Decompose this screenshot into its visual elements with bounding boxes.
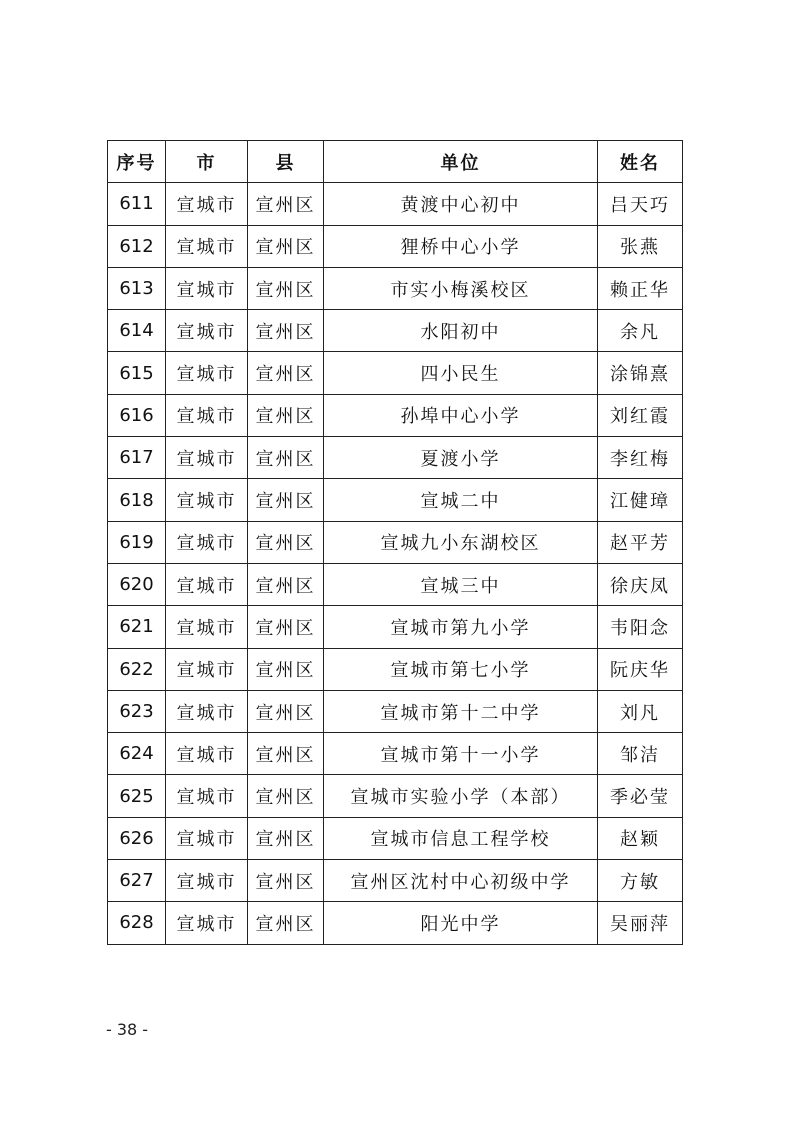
table-row [108, 225, 683, 267]
cell-county: 宣州区 [248, 394, 324, 436]
cell-county: 宣州区 [248, 310, 324, 352]
cell-unit: 宣城市实验小学（本部） [324, 775, 598, 817]
cell-name: 涂锦熹 [598, 352, 683, 394]
table-row [108, 563, 683, 605]
cell-county: 宣州区 [248, 183, 324, 225]
table-row [108, 860, 683, 902]
cell-index: 621 [108, 606, 166, 648]
cell-index: 623 [108, 690, 166, 732]
cell-name: 刘红霞 [598, 394, 683, 436]
cell-county: 宣州区 [248, 860, 324, 902]
cell-city: 宣城市 [166, 690, 248, 732]
cell-unit: 阳光中学 [324, 902, 598, 944]
cell-name: 阮庆华 [598, 648, 683, 690]
cell-city: 宣城市 [166, 352, 248, 394]
cell-county: 宣州区 [248, 606, 324, 648]
page-number: - 38 - [106, 1020, 149, 1039]
table-row [108, 394, 683, 436]
cell-index: 616 [108, 394, 166, 436]
table-row [108, 183, 683, 225]
cell-unit: 宣城三中 [324, 563, 598, 605]
cell-unit: 狸桥中心小学 [324, 225, 598, 267]
cell-county: 宣州区 [248, 437, 324, 479]
cell-unit: 夏渡小学 [324, 437, 598, 479]
cell-name: 韦阳念 [598, 606, 683, 648]
header-index: 序号 [108, 141, 166, 183]
cell-city: 宣城市 [166, 521, 248, 563]
table-row [108, 352, 683, 394]
cell-index: 624 [108, 733, 166, 775]
cell-unit: 宣城市第七小学 [324, 648, 598, 690]
cell-unit: 宣城二中 [324, 479, 598, 521]
table-row [108, 817, 683, 859]
cell-index: 620 [108, 563, 166, 605]
cell-city: 宣城市 [166, 267, 248, 309]
cell-unit: 宣城市第十二中学 [324, 690, 598, 732]
cell-city: 宣城市 [166, 902, 248, 944]
table-row [108, 733, 683, 775]
cell-unit: 市实小梅溪校区 [324, 267, 598, 309]
cell-unit: 宣州区沈村中心初级中学 [324, 860, 598, 902]
table-row [108, 690, 683, 732]
cell-unit: 水阳初中 [324, 310, 598, 352]
cell-county: 宣州区 [248, 225, 324, 267]
cell-name: 江健璋 [598, 479, 683, 521]
cell-unit: 宣城市第十一小学 [324, 733, 598, 775]
table-row [108, 267, 683, 309]
cell-city: 宣城市 [166, 183, 248, 225]
cell-name: 赖正华 [598, 267, 683, 309]
header-name: 姓名 [598, 141, 683, 183]
table-row [108, 775, 683, 817]
table-row [108, 902, 683, 944]
table-row [108, 310, 683, 352]
cell-name: 方敏 [598, 860, 683, 902]
header-county: 县 [248, 141, 324, 183]
cell-city: 宣城市 [166, 225, 248, 267]
cell-county: 宣州区 [248, 648, 324, 690]
cell-index: 619 [108, 521, 166, 563]
cell-city: 宣城市 [166, 775, 248, 817]
cell-name: 余凡 [598, 310, 683, 352]
cell-name: 徐庆凤 [598, 563, 683, 605]
cell-name: 邹洁 [598, 733, 683, 775]
table-row [108, 648, 683, 690]
cell-unit: 四小民生 [324, 352, 598, 394]
cell-name: 刘凡 [598, 690, 683, 732]
cell-city: 宣城市 [166, 563, 248, 605]
cell-index: 628 [108, 902, 166, 944]
cell-county: 宣州区 [248, 563, 324, 605]
table-row [108, 521, 683, 563]
table-body [108, 183, 683, 944]
cell-city: 宣城市 [166, 437, 248, 479]
cell-name: 张燕 [598, 225, 683, 267]
cell-city: 宣城市 [166, 394, 248, 436]
cell-index: 617 [108, 437, 166, 479]
cell-index: 625 [108, 775, 166, 817]
cell-index: 626 [108, 817, 166, 859]
cell-index: 615 [108, 352, 166, 394]
header-city: 市 [166, 141, 248, 183]
cell-county: 宣州区 [248, 902, 324, 944]
table-row [108, 437, 683, 479]
header-unit: 单位 [324, 141, 598, 183]
table-row [108, 606, 683, 648]
table-row [108, 479, 683, 521]
cell-index: 614 [108, 310, 166, 352]
cell-city: 宣城市 [166, 648, 248, 690]
cell-city: 宣城市 [166, 860, 248, 902]
cell-city: 宣城市 [166, 733, 248, 775]
cell-city: 宣城市 [166, 310, 248, 352]
cell-county: 宣州区 [248, 521, 324, 563]
cell-name: 季必莹 [598, 775, 683, 817]
cell-county: 宣州区 [248, 352, 324, 394]
cell-county: 宣州区 [248, 733, 324, 775]
cell-name: 吕天巧 [598, 183, 683, 225]
cell-index: 618 [108, 479, 166, 521]
cell-city: 宣城市 [166, 606, 248, 648]
cell-county: 宣州区 [248, 817, 324, 859]
cell-county: 宣州区 [248, 775, 324, 817]
cell-index: 622 [108, 648, 166, 690]
cell-city: 宣城市 [166, 817, 248, 859]
cell-name: 李红梅 [598, 437, 683, 479]
cell-county: 宣州区 [248, 267, 324, 309]
cell-index: 627 [108, 860, 166, 902]
cell-unit: 宣城市第九小学 [324, 606, 598, 648]
cell-unit: 黄渡中心初中 [324, 183, 598, 225]
roster-table [107, 140, 683, 945]
cell-unit: 宣城市信息工程学校 [324, 817, 598, 859]
cell-name: 赵颖 [598, 817, 683, 859]
table-header-row [108, 141, 683, 183]
cell-county: 宣州区 [248, 690, 324, 732]
cell-county: 宣州区 [248, 479, 324, 521]
cell-index: 613 [108, 267, 166, 309]
cell-index: 611 [108, 183, 166, 225]
cell-index: 612 [108, 225, 166, 267]
cell-unit: 宣城九小东湖校区 [324, 521, 598, 563]
cell-unit: 孙埠中心小学 [324, 394, 598, 436]
cell-name: 吴丽萍 [598, 902, 683, 944]
cell-city: 宣城市 [166, 479, 248, 521]
cell-name: 赵平芳 [598, 521, 683, 563]
